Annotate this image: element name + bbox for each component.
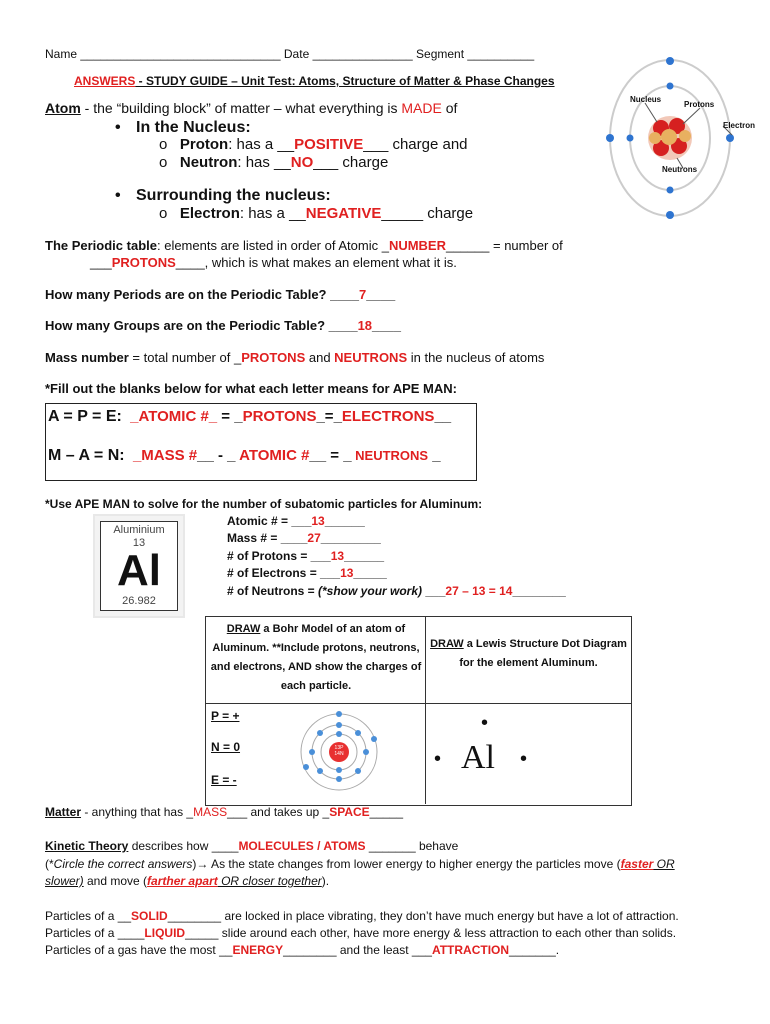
- bohr-instructions: DRAW a Bohr Model of an atom of Aluminum. **Include protons, neutrons, and electrons, AND show the charges of each particle.: [210, 623, 422, 692]
- bohr-nucleus-label: 13P 14N: [334, 745, 344, 757]
- gas-line: Particles of a gas have the most __ENERGY________ and the least ___ATTRACTION_______.: [45, 943, 560, 957]
- name-date-segment-line: Name ______________________________ Date _______________ Segment __________: [45, 47, 535, 61]
- bullet-dot: •: [115, 119, 121, 136]
- ape-row-2: M – A = N: _MASS #__ - _ ATOMIC #__ = _ NEUTRONS _: [48, 447, 441, 464]
- kinetic-theory-line: Kinetic Theory describes how ____MOLECULES / ATOMS _______ behave: [45, 839, 459, 853]
- lewis-dot-left: •: [434, 748, 442, 770]
- neutron-charge: N = 0: [211, 740, 241, 754]
- element-symbol: Al: [117, 546, 161, 595]
- protons-answer: # of Protons = ___13______: [227, 549, 385, 563]
- electron-charge: E = -: [211, 773, 237, 787]
- ape-row-1: A = P = E: _ATOMIC #_ = _PROTONS_=_ELECTRONS__: [48, 408, 452, 425]
- neutrons-answer: # of Neutrons = (*show your work) ___27 – 13 = 14________: [227, 584, 566, 598]
- nucleus-heading: In the Nucleus:: [136, 119, 251, 136]
- periodic-table-line1: The Periodic table: elements are listed in order of Atomic _NUMBER______ = number of: [45, 238, 563, 253]
- kinetic-line-2: (*Circle the correct answers)→ As the state changes from lower energy to higher energy the particles move (faster OR: [45, 857, 675, 871]
- aluminum-intro: *Use APE MAN to solve for the number of subatomic particles for Aluminum:: [45, 497, 483, 511]
- atom-diagram: [605, 56, 755, 221]
- element-mass: 26.982: [122, 595, 156, 607]
- solid-line: Particles of a __SOLID________ are locked in place vibrating, they don’t have much energy but have a lot of attraction.: [45, 909, 679, 923]
- groups-question: How many Groups are on the Periodic Table? ____18____: [45, 318, 401, 333]
- neutrons-label: Neutrons: [662, 165, 698, 174]
- lewis-instructions: DRAW a Lewis Structure Dot Diagram for the element Aluminum.: [430, 638, 627, 669]
- drawing-table: [205, 616, 632, 806]
- aluminium-element-card: [93, 514, 185, 618]
- liquid-line: Particles of a ____LIQUID_____ slide around each other, have more energy & less attraction to each other than solids.: [45, 926, 677, 940]
- surrounding-heading: Surrounding the nucleus:: [136, 187, 331, 204]
- mass-number-line: Mass number = total number of _PROTONS and NEUTRONS in the nucleus of atoms: [45, 350, 545, 365]
- nucleus-label: Nucleus: [630, 95, 662, 104]
- lewis-dot-top: •: [481, 712, 489, 734]
- doc-title: ANSWERS - STUDY GUIDE – Unit Test: Atoms, Structure of Matter & Phase Changes: [74, 74, 555, 88]
- proton-charge: P = +: [211, 709, 240, 723]
- electron-label: Electron: [723, 121, 756, 130]
- electrons-answer: # of Electrons = ___13_____: [227, 566, 387, 580]
- kinetic-line-3: slower) and move (farther apart OR closer together).: [45, 874, 330, 888]
- periods-question: How many Periods are on the Periodic Table? ____7____: [45, 287, 396, 302]
- element-number: 13: [132, 537, 146, 549]
- answers-label: ANSWERS: [74, 74, 136, 88]
- electron-line: o Electron: has a __NEGATIVE_____ charge: [159, 205, 474, 222]
- ape-instructions: *Fill out the blanks below for what each letter means for APE MAN:: [45, 381, 457, 396]
- protons-label: Protons: [684, 100, 715, 109]
- proton-line: o Proton: has a __POSITIVE___ charge and: [159, 136, 468, 153]
- lewis-symbol: Al: [461, 739, 495, 776]
- matter-definition: Matter - anything that has _MASS___ and takes up _SPACE_____: [45, 805, 404, 819]
- element-name: Aluminium: [113, 524, 165, 536]
- atom-definition: Atom - the “building block” of matter – what everything is MADE of: [45, 100, 458, 116]
- mass-number-answer: Mass # = ____27_________: [227, 531, 381, 545]
- periodic-table-line2: ___PROTONS____, which is what makes an element what it is.: [90, 255, 457, 270]
- atomic-number-answer: Atomic # = ___13______: [227, 514, 365, 528]
- bullet-dot: •: [115, 187, 121, 204]
- lewis-dot-right: •: [520, 748, 528, 770]
- neutron-line: o Neutron: has __NO___ charge: [159, 154, 389, 171]
